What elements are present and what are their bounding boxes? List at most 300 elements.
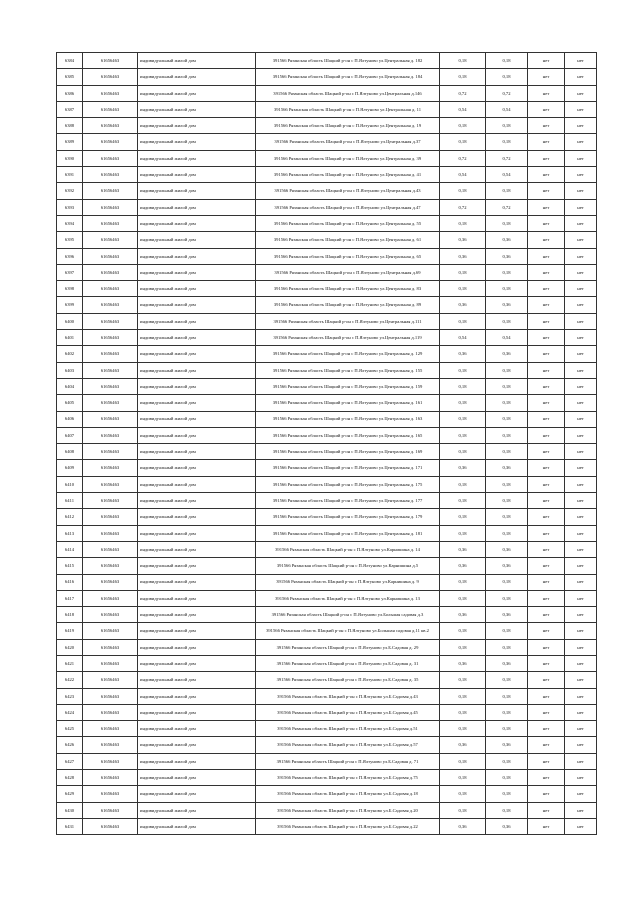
object-type-cell: индивидуальный жилой дом (138, 655, 256, 671)
object-type-cell: индивидуальный жилой дом (138, 69, 256, 85)
status-b-cell: нет (565, 69, 597, 85)
address-cell: 391566 Рязанская область Шацкий р-он с П.Ялтуново ул.Центральная д. 182 (256, 53, 440, 69)
object-code-cell: 61656463 (83, 590, 138, 606)
row-number-cell: 6394 (57, 215, 83, 231)
table-row (57, 69, 597, 85)
table-row (57, 330, 597, 346)
row-number-cell: 6415 (57, 558, 83, 574)
address-cell: 391566 Рязанская область Шацкий р-он с П.Ялтуново ул.Центральная д.146 (256, 85, 440, 101)
object-code-cell: 61656463 (83, 688, 138, 704)
value-b-cell: 0,18 (486, 672, 528, 688)
row-number-cell: 6399 (57, 297, 83, 313)
value-b-cell: 0,18 (486, 281, 528, 297)
value-a-cell: 0,18 (440, 281, 486, 297)
status-a-cell: нет (528, 411, 565, 427)
value-a-cell: 0,18 (440, 704, 486, 720)
address-cell: 391566 Рязанская область Шацкий р-он с П.Ялтуново ул.Центральная д. 181 (256, 525, 440, 541)
row-number-cell: 6404 (57, 378, 83, 394)
status-a-cell: нет (528, 639, 565, 655)
row-number-cell: 6411 (57, 493, 83, 509)
address-cell: 391566 Рязанская область Шацкий р-он с П.Ялтуново ул.Центральная д. 55 (256, 215, 440, 231)
object-code-cell: 61656463 (83, 639, 138, 655)
address-cell: 391566 Рязанская область Шацкий р-он с П.Ялтуново ул.Центральная д. 65 (256, 248, 440, 264)
object-code-cell: 61656463 (83, 558, 138, 574)
status-b-cell: нет (565, 53, 597, 69)
object-code-cell: 61656463 (83, 525, 138, 541)
status-b-cell: нет (565, 411, 597, 427)
object-type-cell: индивидуальный жилой дом (138, 85, 256, 101)
address-cell: 391566 Рязанская область Шацкий р-он с П.Ялтуново ул.Центральная д. 175 (256, 476, 440, 492)
object-code-cell: 61656463 (83, 704, 138, 720)
status-a-cell: нет (528, 786, 565, 802)
value-a-cell: 0,54 (440, 330, 486, 346)
address-cell: 391566 Рязанская область Шацкий р-он с П.Ялтуново ул.Центральная д. 39 (256, 150, 440, 166)
address-cell: 391566 Рязанская область Шацкий р-он с П.Ялтуново ул.Карнишина д. 9 (256, 574, 440, 590)
object-type-cell: индивидуальный жилой дом (138, 493, 256, 509)
value-b-cell: 0,18 (486, 770, 528, 786)
object-type-cell: индивидуальный жилой дом (138, 362, 256, 378)
row-number-cell: 6427 (57, 753, 83, 769)
status-a-cell: нет (528, 737, 565, 753)
row-number-cell: 6419 (57, 623, 83, 639)
value-a-cell: 0,36 (440, 460, 486, 476)
row-number-cell: 6425 (57, 721, 83, 737)
address-cell: 391566 Рязанская область Шацкий р-он с П.Ялтуново ул.Центральная д. 179 (256, 509, 440, 525)
status-b-cell: нет (565, 655, 597, 671)
address-cell: 391566 Рязанская область Шацкий р-он с П.Ялтуново ул.Центральная д.43 (256, 183, 440, 199)
table-body (57, 53, 597, 835)
status-b-cell: нет (565, 639, 597, 655)
object-code-cell: 61656463 (83, 297, 138, 313)
value-a-cell: 0,18 (440, 215, 486, 231)
table-row (57, 672, 597, 688)
value-b-cell: 0,18 (486, 590, 528, 606)
status-b-cell: нет (565, 737, 597, 753)
status-a-cell: нет (528, 607, 565, 623)
status-b-cell: нет (565, 802, 597, 818)
status-b-cell: нет (565, 362, 597, 378)
object-code-cell: 61656463 (83, 85, 138, 101)
status-b-cell: нет (565, 167, 597, 183)
document-page (56, 52, 596, 835)
object-type-cell: индивидуальный жилой дом (138, 444, 256, 460)
status-a-cell: нет (528, 476, 565, 492)
object-type-cell: индивидуальный жилой дом (138, 639, 256, 655)
status-a-cell: нет (528, 346, 565, 362)
status-b-cell: нет (565, 134, 597, 150)
status-a-cell: нет (528, 395, 565, 411)
address-cell: 391566 Рязанская область Шацкий р-он с П.Ялтуново ул.Б.Садовая д.22 (256, 818, 440, 834)
status-a-cell: нет (528, 264, 565, 280)
status-a-cell: нет (528, 623, 565, 639)
table-row (57, 118, 597, 134)
status-a-cell: нет (528, 330, 565, 346)
status-a-cell: нет (528, 574, 565, 590)
table-row (57, 53, 597, 69)
object-type-cell: индивидуальный жилой дом (138, 281, 256, 297)
status-a-cell: нет (528, 248, 565, 264)
value-a-cell: 0,72 (440, 150, 486, 166)
address-cell: 391566 Рязанская область Шацкий р-он с П.Ялтуново ул.Б.Садовая д. 31 (256, 655, 440, 671)
object-type-cell: индивидуальный жилой дом (138, 460, 256, 476)
value-b-cell: 0,36 (486, 460, 528, 476)
row-number-cell: 6426 (57, 737, 83, 753)
object-type-cell: индивидуальный жилой дом (138, 248, 256, 264)
table-row (57, 85, 597, 101)
value-a-cell: 0,18 (440, 69, 486, 85)
row-number-cell: 6386 (57, 85, 83, 101)
value-a-cell: 0,18 (440, 623, 486, 639)
row-number-cell: 6397 (57, 264, 83, 280)
object-type-cell: индивидуальный жилой дом (138, 509, 256, 525)
row-number-cell: 6400 (57, 313, 83, 329)
object-code-cell: 61656463 (83, 493, 138, 509)
address-cell: 391566 Рязанская область Шацкий р-он с П.Ялтуново ул.Карнишина д. 14 (256, 541, 440, 557)
table-row (57, 378, 597, 394)
status-a-cell: нет (528, 558, 565, 574)
row-number-cell: 6423 (57, 688, 83, 704)
value-b-cell: 0,36 (486, 737, 528, 753)
row-number-cell: 6420 (57, 639, 83, 655)
table-row (57, 802, 597, 818)
value-b-cell: 0,18 (486, 118, 528, 134)
status-b-cell: нет (565, 704, 597, 720)
status-b-cell: нет (565, 623, 597, 639)
value-a-cell: 0,18 (440, 786, 486, 802)
object-code-cell: 61656463 (83, 574, 138, 590)
status-a-cell: нет (528, 427, 565, 443)
value-b-cell: 0,18 (486, 134, 528, 150)
value-b-cell: 0,36 (486, 818, 528, 834)
row-number-cell: 6393 (57, 199, 83, 215)
value-a-cell: 0,18 (440, 427, 486, 443)
status-b-cell: нет (565, 264, 597, 280)
table-row (57, 655, 597, 671)
value-b-cell: 0,18 (486, 493, 528, 509)
value-b-cell: 0,18 (486, 802, 528, 818)
value-a-cell: 0,18 (440, 118, 486, 134)
table-row (57, 704, 597, 720)
value-a-cell: 0,18 (440, 395, 486, 411)
address-cell: 391566 Рязанская область Шацкий р-он с П.Ялтуново ул.Центральная д.47 (256, 199, 440, 215)
status-a-cell: нет (528, 818, 565, 834)
value-b-cell: 0,72 (486, 85, 528, 101)
object-type-cell: индивидуальный жилой дом (138, 721, 256, 737)
value-a-cell: 0,18 (440, 753, 486, 769)
status-b-cell: нет (565, 444, 597, 460)
value-b-cell: 0,18 (486, 53, 528, 69)
table-row (57, 541, 597, 557)
status-a-cell: нет (528, 541, 565, 557)
value-a-cell: 0,18 (440, 509, 486, 525)
value-b-cell: 0,36 (486, 541, 528, 557)
status-a-cell: нет (528, 525, 565, 541)
table-row (57, 346, 597, 362)
row-number-cell: 6396 (57, 248, 83, 264)
value-b-cell: 0,36 (486, 297, 528, 313)
row-number-cell: 6392 (57, 183, 83, 199)
value-b-cell: 0,54 (486, 167, 528, 183)
object-code-cell: 61656463 (83, 672, 138, 688)
status-a-cell: нет (528, 118, 565, 134)
value-a-cell: 0,54 (440, 101, 486, 117)
status-a-cell: нет (528, 444, 565, 460)
table-row (57, 525, 597, 541)
object-type-cell: индивидуальный жилой дом (138, 770, 256, 786)
row-number-cell: 6416 (57, 574, 83, 590)
object-type-cell: индивидуальный жилой дом (138, 264, 256, 280)
object-type-cell: индивидуальный жилой дом (138, 541, 256, 557)
row-number-cell: 6409 (57, 460, 83, 476)
object-type-cell: индивидуальный жилой дом (138, 167, 256, 183)
address-cell: 391566 Рязанская область Шацкий р-он с П.Ялтуново ул.Б.Садовая д.57 (256, 737, 440, 753)
object-code-cell: 61656463 (83, 362, 138, 378)
table-row (57, 509, 597, 525)
object-type-cell: индивидуальный жилой дом (138, 101, 256, 117)
status-b-cell: нет (565, 199, 597, 215)
row-number-cell: 6424 (57, 704, 83, 720)
value-b-cell: 0,18 (486, 623, 528, 639)
value-a-cell: 0,18 (440, 721, 486, 737)
address-cell: 391566 Рязанская область Шацкий р-он с П.Ялтуново ул.Карнишина д. 13 (256, 590, 440, 606)
object-code-cell: 61656463 (83, 655, 138, 671)
object-code-cell: 61656463 (83, 330, 138, 346)
object-code-cell: 61656463 (83, 721, 138, 737)
address-cell: 391566 Рязанская область Шацкий р-он с П.Ялтуново ул.Б.Садовая д.20 (256, 802, 440, 818)
table-row (57, 590, 597, 606)
row-number-cell: 6395 (57, 232, 83, 248)
object-type-cell: индивидуальный жилой дом (138, 395, 256, 411)
status-b-cell: нет (565, 558, 597, 574)
table-row (57, 493, 597, 509)
table-row (57, 281, 597, 297)
table-row (57, 770, 597, 786)
row-number-cell: 6408 (57, 444, 83, 460)
row-number-cell: 6401 (57, 330, 83, 346)
value-b-cell: 0,36 (486, 655, 528, 671)
status-a-cell: нет (528, 460, 565, 476)
address-cell: 391566 Рязанская область Шацкий р-он с П.Ялтуново ул.Б.Садовая д. 71 (256, 753, 440, 769)
status-b-cell: нет (565, 215, 597, 231)
row-number-cell: 6418 (57, 607, 83, 623)
value-b-cell: 0,18 (486, 574, 528, 590)
value-b-cell: 0,18 (486, 753, 528, 769)
object-type-cell: индивидуальный жилой дом (138, 346, 256, 362)
value-a-cell: 0,18 (440, 313, 486, 329)
status-b-cell: нет (565, 753, 597, 769)
object-type-cell: индивидуальный жилой дом (138, 215, 256, 231)
object-type-cell: индивидуальный жилой дом (138, 330, 256, 346)
address-cell: 391566 Рязанская область Шацкий р-он с П.Ялтуново ул.Центральная д.69 (256, 264, 440, 280)
row-number-cell: 6385 (57, 69, 83, 85)
status-b-cell: нет (565, 313, 597, 329)
table-row (57, 395, 597, 411)
object-type-cell: индивидуальный жилой дом (138, 378, 256, 394)
table-row (57, 232, 597, 248)
value-b-cell: 0,36 (486, 558, 528, 574)
status-b-cell: нет (565, 460, 597, 476)
value-a-cell: 0,36 (440, 248, 486, 264)
value-a-cell: 0,18 (440, 688, 486, 704)
value-b-cell: 0,18 (486, 786, 528, 802)
status-a-cell: нет (528, 150, 565, 166)
object-code-cell: 61656463 (83, 378, 138, 394)
value-a-cell: 0,18 (440, 639, 486, 655)
status-a-cell: нет (528, 493, 565, 509)
value-b-cell: 0,36 (486, 232, 528, 248)
value-a-cell: 0,18 (440, 590, 486, 606)
value-b-cell: 0,18 (486, 525, 528, 541)
value-a-cell: 0,18 (440, 493, 486, 509)
object-code-cell: 61656463 (83, 183, 138, 199)
value-b-cell: 0,18 (486, 395, 528, 411)
table-row (57, 199, 597, 215)
object-type-cell: индивидуальный жилой дом (138, 737, 256, 753)
value-a-cell: 0,36 (440, 346, 486, 362)
table-row (57, 753, 597, 769)
object-code-cell: 61656463 (83, 199, 138, 215)
address-cell: 391566 Рязанская область Шацкий р-он с П.Ялтуново ул.Центральная д.119 (256, 330, 440, 346)
status-b-cell: нет (565, 118, 597, 134)
object-code-cell: 61656463 (83, 623, 138, 639)
value-b-cell: 0,36 (486, 346, 528, 362)
status-b-cell: нет (565, 770, 597, 786)
value-b-cell: 0,18 (486, 721, 528, 737)
value-a-cell: 0,54 (440, 167, 486, 183)
object-type-cell: индивидуальный жилой дом (138, 607, 256, 623)
value-a-cell: 0,36 (440, 737, 486, 753)
registry-table (56, 52, 597, 835)
status-b-cell: нет (565, 509, 597, 525)
value-a-cell: 0,36 (440, 655, 486, 671)
value-a-cell: 0,36 (440, 232, 486, 248)
row-number-cell: 6412 (57, 509, 83, 525)
object-type-cell: индивидуальный жилой дом (138, 134, 256, 150)
object-type-cell: индивидуальный жилой дом (138, 525, 256, 541)
status-b-cell: нет (565, 281, 597, 297)
object-code-cell: 61656463 (83, 737, 138, 753)
value-a-cell: 0,18 (440, 53, 486, 69)
value-a-cell: 0,18 (440, 525, 486, 541)
status-b-cell: нет (565, 688, 597, 704)
address-cell: 391566 Рязанская область Шацкий р-он с П.Ялтуново ул.Б.Садовая д.43 (256, 688, 440, 704)
table-row (57, 460, 597, 476)
row-number-cell: 6388 (57, 118, 83, 134)
status-b-cell: нет (565, 330, 597, 346)
object-code-cell: 61656463 (83, 411, 138, 427)
status-a-cell: нет (528, 199, 565, 215)
value-b-cell: 0,36 (486, 248, 528, 264)
table-row (57, 558, 597, 574)
address-cell: 391566 Рязанская область Шацкий р-он с П.Ялтуново ул.Центральная д. 177 (256, 493, 440, 509)
status-b-cell: нет (565, 672, 597, 688)
status-a-cell: нет (528, 281, 565, 297)
row-number-cell: 6431 (57, 818, 83, 834)
value-b-cell: 0,72 (486, 150, 528, 166)
row-number-cell: 6422 (57, 672, 83, 688)
table-row (57, 444, 597, 460)
row-number-cell: 6391 (57, 167, 83, 183)
status-b-cell: нет (565, 297, 597, 313)
object-type-cell: индивидуальный жилой дом (138, 476, 256, 492)
row-number-cell: 6417 (57, 590, 83, 606)
table-row (57, 476, 597, 492)
value-a-cell: 0,18 (440, 134, 486, 150)
status-a-cell: нет (528, 167, 565, 183)
status-a-cell: нет (528, 378, 565, 394)
object-code-cell: 61656463 (83, 395, 138, 411)
object-code-cell: 61656463 (83, 150, 138, 166)
status-a-cell: нет (528, 362, 565, 378)
address-cell: 391566 Рязанская область Шацкий р-он с П.Ялтуново ул.Б.Садовая д.18 (256, 786, 440, 802)
value-a-cell: 0,18 (440, 183, 486, 199)
address-cell: 391566 Рязанская область Шацкий р-он с П.Ялтуново ул.Б.Садовая д.45 (256, 704, 440, 720)
value-a-cell: 0,36 (440, 558, 486, 574)
value-b-cell: 0,18 (486, 313, 528, 329)
status-b-cell: нет (565, 493, 597, 509)
table-row (57, 607, 597, 623)
table-row (57, 721, 597, 737)
value-b-cell: 0,18 (486, 509, 528, 525)
value-b-cell: 0,18 (486, 215, 528, 231)
value-b-cell: 0,18 (486, 688, 528, 704)
value-a-cell: 0,18 (440, 574, 486, 590)
row-number-cell: 6398 (57, 281, 83, 297)
address-cell: 391566 Рязанская область Шацкий р-он с П.Ялтуново ул.Центральная д. 184 (256, 69, 440, 85)
object-code-cell: 61656463 (83, 69, 138, 85)
table-row (57, 786, 597, 802)
row-number-cell: 6387 (57, 101, 83, 117)
row-number-cell: 6384 (57, 53, 83, 69)
object-code-cell: 61656463 (83, 346, 138, 362)
table-row (57, 215, 597, 231)
address-cell: 391566 Рязанская область Шацкий р-он с П.Ялтуново ул.Центральная д.111 (256, 313, 440, 329)
value-a-cell: 0,18 (440, 802, 486, 818)
status-b-cell: нет (565, 395, 597, 411)
status-a-cell: нет (528, 590, 565, 606)
value-b-cell: 0,18 (486, 183, 528, 199)
status-b-cell: нет (565, 427, 597, 443)
object-type-cell: индивидуальный жилой дом (138, 118, 256, 134)
value-b-cell: 0,36 (486, 607, 528, 623)
table-row (57, 101, 597, 117)
object-code-cell: 61656463 (83, 215, 138, 231)
object-type-cell: индивидуальный жилой дом (138, 411, 256, 427)
table-row (57, 411, 597, 427)
table-row (57, 737, 597, 753)
address-cell: 391566 Рязанская область Шацкий р-он с П.Ялтуново ул.Б.Садовая д.75 (256, 770, 440, 786)
table-row (57, 297, 597, 313)
object-code-cell: 61656463 (83, 167, 138, 183)
status-b-cell: нет (565, 378, 597, 394)
address-cell: 391566 Рязанская область Шацкий р-он с П.Ялтуново ул.Центральная д. 161 (256, 395, 440, 411)
table-row (57, 134, 597, 150)
status-b-cell: нет (565, 786, 597, 802)
address-cell: 391566 Рязанская область Шацкий р-он с П.Ялтуново ул.Центральная д. 155 (256, 362, 440, 378)
status-a-cell: нет (528, 313, 565, 329)
row-number-cell: 6421 (57, 655, 83, 671)
object-type-cell: индивидуальный жилой дом (138, 297, 256, 313)
status-a-cell: нет (528, 297, 565, 313)
status-b-cell: нет (565, 248, 597, 264)
value-b-cell: 0,18 (486, 264, 528, 280)
status-a-cell: нет (528, 85, 565, 101)
row-number-cell: 6428 (57, 770, 83, 786)
table-row (57, 183, 597, 199)
address-cell: 391566 Рязанская область Шацкий р-он с П.Ялтуново ул.Б.Садовая д. 29 (256, 639, 440, 655)
object-code-cell: 61656463 (83, 134, 138, 150)
object-type-cell: индивидуальный жилой дом (138, 688, 256, 704)
